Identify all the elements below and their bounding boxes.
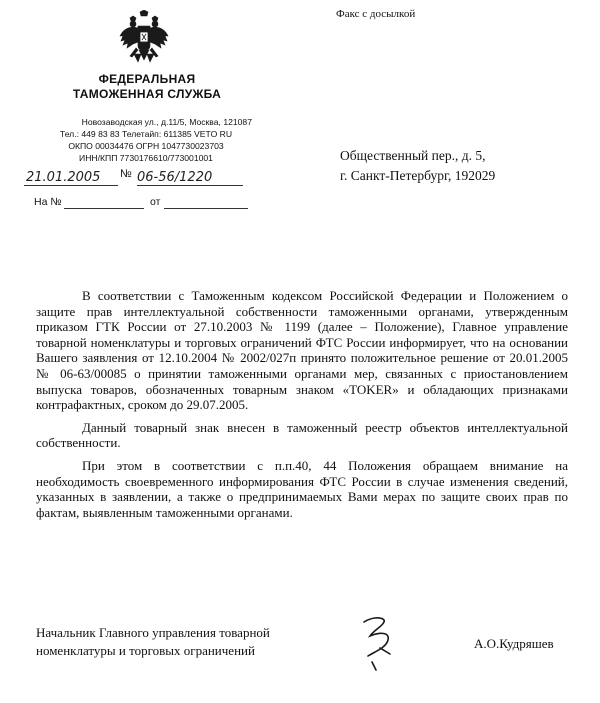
organization-address [40,116,252,164]
okpo-line: ОКПО 00034476 ОГРН 1047730023703 [68,141,224,151]
phone-line: Тел.: 449 83 83 Телетайп: 611385 VETO RU [59,129,233,139]
reference-date-line [164,208,248,209]
body-paragraph: В соответствии с Таможенным кодексом Российской Федерации и Положением о защите прав интеллектуальной собственности таможенными органами, утвержденным приказом ГТК России от 27.10.2003 № 1199 (далее – Положение), Главное управление товарной номенклатуры и торговых ограничений ФТС России информирует, что на основании Вашего заявления от 12.10.2004 № 2002/027п принято положительное решение от 20.01.2005 № 06-63/00085 о принятии таможенными органами мер, связанных с приостановлением выпуска товаров, обозначенных товарным знаком «TOKER» и обладающих признаками контрафактных, сроком до 29.07.2005. [36,288,568,413]
signatory-name: А.О.Кудряшев [474,636,554,651]
fax-note: Факс с досылкой [336,8,416,20]
letter-body [36,288,568,520]
organization-name [62,72,232,102]
recipient-line2: г. Санкт-Петербург, 192029 [340,168,496,183]
handwritten-signature-icon [350,612,402,672]
org-name-line1: ФЕДЕРАЛЬНАЯ [98,72,196,86]
org-name-line2: ТАМОЖЕННАЯ СЛУЖБА [72,87,222,101]
registration-date: 21.01.2005 [24,170,118,186]
reference-number-line [64,208,144,209]
registration-number: 06-56/1220 [137,170,243,186]
reference-number-label: На № [34,196,62,208]
address-line: Новозаводская ул., д.11/5, Москва, 121087 [81,117,252,127]
inn-line: ИНН/КПП 7730176610/773001001 [79,153,213,163]
registration-number-label: № [120,168,132,180]
double-headed-eagle-icon [118,10,170,68]
recipient-line1: Общественный пер., д. 5, [340,148,486,163]
signatory-position-line2: номенклатуры и торговых ограничений [36,643,255,658]
reference-date-label: от [150,196,161,208]
signatory-position-line1: Начальник Главного управления товарной [36,625,270,640]
signatory-position [36,624,270,660]
body-paragraph: Данный товарный знак внесен в таможенный реестр объектов интеллектуальной собственности. [36,419,568,451]
recipient-address [340,146,495,186]
body-paragraph: При этом в соответствии с п.п.40, 44 Положения обращаем внимание на необходимость своевременного информирования ФТС России в случае изменения сведений, указанных в заявлении, а также о предпринимаемых Вами мерах по защите своих прав по фактам, выявленным таможенными органами. [36,457,568,520]
